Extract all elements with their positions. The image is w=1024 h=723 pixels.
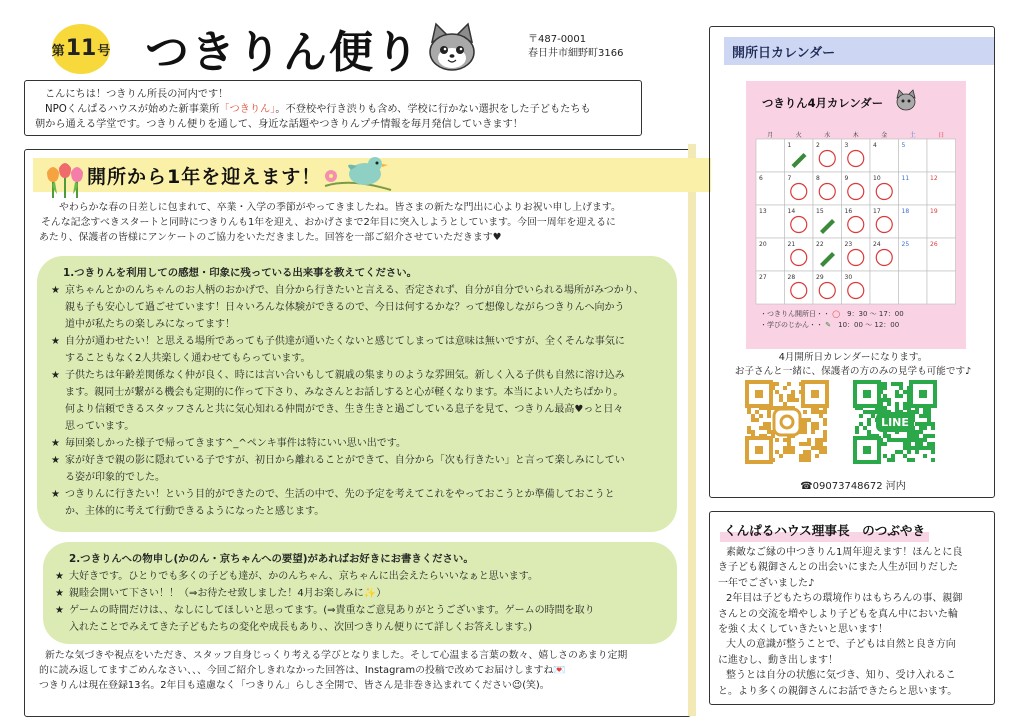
issue-badge xyxy=(52,24,110,74)
calendar-date: 9 xyxy=(844,175,849,182)
chair-line: を強く太くしていきたいと思います！ xyxy=(718,624,888,636)
calendar-cell xyxy=(899,271,928,304)
weekday-label: 月 xyxy=(767,132,774,139)
calendar-grid xyxy=(746,129,966,305)
title-band xyxy=(33,158,711,192)
calendar-date: 29 xyxy=(816,274,824,281)
intro-line-3: 朝から通える学堂です。つきりん便りを通して、身近な話題やつきりんプチ情報を毎月発信していきます！ xyxy=(35,119,523,130)
closing-line: 新たな気づきや視点をいただき、スタッフ自身じっくり考える学びとなりました。そして心温まる言葉の数々、嬉しさのあまり定期 xyxy=(45,650,628,661)
calendar-panel-header xyxy=(724,37,994,65)
street-address: 春日井市細野町3166 xyxy=(528,48,624,59)
answer-item: ★ 毎回楽しかった様子で帰ってきます^_^ペンキ事件は特にいい思い出です。 xyxy=(51,435,671,452)
weekday-label: 金 xyxy=(881,132,888,139)
weekday-label: 木 xyxy=(852,132,859,139)
postal-code: 〒487-0001 xyxy=(528,34,587,45)
intro-box xyxy=(24,80,642,136)
calendar-date: 25 xyxy=(901,241,910,248)
chair-line: さんとの交流を増やしより子どもを真ん中においた輪 xyxy=(718,608,958,620)
calendar-date: 10 xyxy=(873,175,881,182)
phone-contact[interactable]: ☎09073748672 河内 xyxy=(800,481,906,492)
calendar-cell xyxy=(927,139,956,172)
calendar-date: 24 xyxy=(873,241,881,248)
calendar-date: 21 xyxy=(787,241,796,248)
article-intro-line: あたり、保護者の皆様にアンケートのご協力をいただきました。回答を一部ご紹介させていただきます♥ xyxy=(39,232,502,243)
tulip-icon xyxy=(43,154,87,198)
chair-line: 一年でございました♪ xyxy=(718,577,815,589)
calendar-date: 20 xyxy=(759,241,767,248)
calendar-note xyxy=(710,351,996,379)
intro-highlight: 「つきりん」 xyxy=(219,104,276,115)
chair-line: 整うとは自分の状態に気づき、知り、受け入れるこ xyxy=(726,670,956,682)
calendar-date: 17 xyxy=(873,208,881,215)
calendar-card xyxy=(746,81,966,349)
survey-q2-question: 2.つきりんへの物申し(かのん・京ちゃんへの要望)があればお好きにお書きください。 xyxy=(69,553,474,565)
answer-item: ★ 京ちゃんとかのんちゃんのお人柄のおかげで、自分から行きたいと言える、否定されず、自分が自分でいられる場所がみつかり、 親も子も安心して過ごせています！日々いろんな体験ができるので、今日は何するかな？って想像しながらつきりんへ向かう 道中が私たちの楽しみになってます！ xyxy=(51,282,671,333)
calendar-date: 14 xyxy=(787,208,796,215)
answer-item: ★ 自分が通わせたい！と思える場所であっても子供達が通いたくないと感じてしまっては意味は無いですが、全くそんな事気に することもなく2人共楽しく通わせてもらっています。 xyxy=(51,333,671,367)
calendar-legend xyxy=(760,309,904,331)
answer-item: ★ ゲームの時間だけは、、なしにしてほしいと思ってます。(⇒貴重なご意見ありがとうございます。ゲームの時間を取り 入れたことでみえてきた子どもたちの変化や成長もあり、、次回つきりん便りにて詳しくお答えします。) xyxy=(55,602,671,636)
calendar-date: 16 xyxy=(844,208,853,215)
calendar-date: 6 xyxy=(759,175,763,182)
cat-mascot-icon xyxy=(894,89,918,111)
weekday-label: 土 xyxy=(909,132,916,139)
answer-item: ★ 親睦会開いて下さい！！（⇒お待たせ致しました！4月お楽しみに✨） xyxy=(55,585,671,602)
closing-line: つきりんは現在登録13名。2年目も遠慮なく「つきりん」らしさ全開で、皆さん是非巻き込まれてください😉(笑)。 xyxy=(39,680,550,691)
calendar-date: 22 xyxy=(816,241,824,248)
calendar-cell xyxy=(870,271,899,304)
article-closing xyxy=(39,648,627,693)
weekday-label: 火 xyxy=(795,132,802,139)
intro-line-2-a: NPOくんぱるハウスが始めた新事業所 xyxy=(45,104,220,115)
calendar-note-line: お子さんと一緒に、保護者の方のみの見学も可能です♪ xyxy=(734,366,972,377)
calendar-cell xyxy=(756,139,785,172)
survey-q2-answers xyxy=(55,568,671,636)
calendar-note-line: 4月開所日カレンダーになります。 xyxy=(778,352,928,363)
chair-message-box xyxy=(709,511,995,705)
article-intro xyxy=(39,200,621,245)
calendar-date: 13 xyxy=(759,208,767,215)
line-logo-text: LINE xyxy=(881,416,909,429)
chair-message-title: くんぱるハウス理事長 のつぶやき xyxy=(720,520,929,542)
calendar-panel-title: 開所日カレンダー xyxy=(732,46,836,61)
calendar-date: 5 xyxy=(901,142,906,149)
article-intro-line: やわらかな春の日差しに包まれて、卒業・入学の季節がやってきましたね。皆さまの新たな門出に心よりお祝い申し上げます。 xyxy=(59,202,621,213)
answer-item: ★ 家が好きで親の影に隠れている子ですが、初日から離れることができて、自分から「次も行きたい」と言って楽しみにしてい る姿が印象的でした。 xyxy=(51,452,671,486)
chair-line: 大人の意識が整うことで、子どもは自然と良き方向 xyxy=(726,639,956,651)
issue-prefix: 第 xyxy=(51,44,65,59)
answer-item: ★ 子供たちは年齢差関係なく仲が良く、時には言い合いもして親戚の集まりのような雰囲気。新しく入る子供も自然に溶け込み ます。親同士が繋がる機会も定期的に作って下さり、みなさんとお話しすると心が軽くなります。本当によい人たちばかり。 何より信頼できるスタッフさんと共に気心知れる仲間ができ、生き生きと過ごしている息子を見て、つきりん最高♥っと日々 思っています。 xyxy=(51,367,671,435)
issue-suffix: 号 xyxy=(97,44,111,59)
line-qr-icon[interactable] xyxy=(852,379,938,465)
calendar-date: 7 xyxy=(787,175,792,182)
calendar-date: 15 xyxy=(816,208,824,215)
calendar-date: 19 xyxy=(930,208,938,215)
calendar-date: 27 xyxy=(759,274,767,281)
decor-stripe xyxy=(688,144,696,716)
calendar-date: 11 xyxy=(901,175,910,182)
legend-learning-time: ・学びのじかん・・ ✎ 10：00 ～ 12：00 xyxy=(760,321,900,329)
chair-line: と。より多くの親御さんにお話できたらと思います。 xyxy=(718,685,958,697)
calendar-date: 18 xyxy=(901,208,910,215)
main-article xyxy=(24,149,691,717)
answer-item: ★ 大好きです。ひとりでも多くの子ども達が、かのんちゃん、京ちゃんに出会えたらいいなぁと思います。 xyxy=(55,568,671,585)
survey-q2-box xyxy=(43,542,677,644)
calendar-date: 1 xyxy=(787,142,792,149)
intro-line-2-b: 。不登校や行き渋りも含め、学校に行かない選択をした子どもたちも xyxy=(275,104,591,115)
weekday-label: 水 xyxy=(824,132,831,139)
intro-line-1: こんにちは！つきりん所長の河内です！ xyxy=(45,89,229,100)
calendar-date: 3 xyxy=(844,142,849,149)
chair-message-text xyxy=(718,545,990,699)
chair-line: き子ども親御さんとの出会いにまた人生が回りだした xyxy=(718,562,958,574)
calendar-panel xyxy=(709,26,995,498)
calendar-date: 23 xyxy=(844,241,853,248)
survey-q1-answers xyxy=(51,282,671,520)
closing-line: 的に読み返してますごめんなさい、、、今回ご紹介しきれなかった回答は、Instagramの投稿で改めてお届けしますね💌 xyxy=(39,665,566,676)
chair-line: 素敵なご縁の中つきりん1周年迎えます！ほんとに良 xyxy=(726,547,963,558)
calendar-date: 2 xyxy=(816,142,820,149)
address-block xyxy=(528,33,623,61)
survey-q1-box xyxy=(37,256,677,532)
bird-icon xyxy=(321,150,393,198)
issue-number: 11 xyxy=(65,36,97,61)
survey-q1-question: 1.つきりんを利用しての感想・印象に残っている出来事を教えてください。 xyxy=(63,267,418,279)
legend-open-days: ・つきりん開所日・・ ◯ 9：30 ～ 17：00 xyxy=(760,310,904,318)
calendar-cell xyxy=(927,271,956,304)
newsletter-title: つきりん便り xyxy=(145,27,421,78)
calendar-date: 28 xyxy=(787,274,796,281)
calendar-date: 30 xyxy=(844,274,853,281)
chair-line: 2年目は子どもたちの環境作りはもちろんの事、親御 xyxy=(726,593,963,605)
chair-line: に進むし、動き出します！ xyxy=(718,654,838,666)
cat-mascot-icon xyxy=(424,20,480,76)
calendar-date: 12 xyxy=(930,175,938,182)
instagram-qr-icon[interactable] xyxy=(744,379,830,465)
intro-line-2 xyxy=(35,102,631,117)
calendar-date: 8 xyxy=(816,175,820,182)
calendar-date: 26 xyxy=(930,241,938,248)
calendar-title: つきりん4月カレンダー xyxy=(762,96,884,110)
answer-item: ★ つきりんに行きたい！という目的ができたので、生活の中で、先の予定を考えてこれをやっておこうとか準備しておこうと か、主体的に考えて行動できるようになったと感じます。 xyxy=(51,486,671,520)
calendar-date: 4 xyxy=(873,142,877,149)
article-title: 開所から1年を迎えます！ xyxy=(87,166,322,188)
article-intro-line: そんな記念すべきスタートと同時につきりんも1年を迎え、おかげさまで2年目に突入しようとしています。今回一周年を迎えるに xyxy=(41,217,616,228)
weekday-label: 日 xyxy=(938,132,945,139)
